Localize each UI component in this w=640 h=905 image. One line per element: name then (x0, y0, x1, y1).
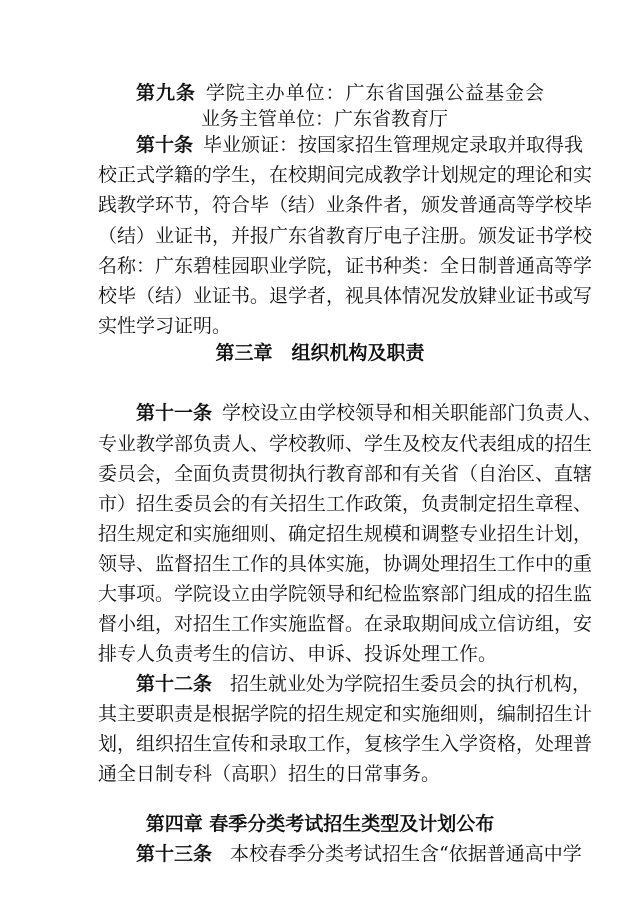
article-12-heading: 第十二条 (136, 673, 213, 695)
article-10-line-3: 践教学环节，符合毕（结）业条件者，颁发普通高等学校毕 (98, 194, 593, 216)
article-11-line-6: 领导、监督招生工作的具体实施，协调处理招生工作中的重 (98, 553, 593, 575)
article-12-line-4: 通全日制专科（高职）招生的日常事务。 (98, 763, 441, 785)
article-11-heading: 第十一条 (136, 402, 213, 424)
article-12-line-2: 其主要职责是根据学院的招生规定和实施细则，编制招生计 (98, 703, 593, 725)
article-11-line-2: 专业教学部负责人、学校教师、学生及校友代表组成的招生 (98, 433, 593, 455)
article-10-line-7: 实性学习证明。 (98, 315, 232, 337)
article-10-line-1 (98, 130, 584, 160)
chapter-3-title: 第三章 组织机构及职责 (215, 342, 425, 364)
article-11-line-1 (98, 398, 603, 428)
article-10-line-5: 名称：广东碧桂园职业学院，证书种类：全日制普通高等学 (98, 255, 593, 277)
article-12-line-1 (98, 669, 592, 699)
article-13-text-1: 本校春季分类考试招生含“依据普通高中学 (230, 843, 582, 865)
article-10-line-2: 校正式学籍的学生，在校期间完成教学计划规定的理论和实 (98, 164, 593, 186)
article-11-line-9: 排专人负责考生的信访、申诉、投诉处理工作。 (98, 643, 498, 665)
article-13-heading: 第十三条 (136, 843, 213, 865)
article-9-text-2: 业务主管单位：广东省教育厅 (201, 108, 449, 130)
article-11-line-8: 督小组，对招生工作实施监督。在录取期间成立信访组，安 (98, 613, 593, 635)
article-10-heading: 第十条 (136, 134, 194, 156)
article-12-text-1: 招生就业处为学院招生委员会的执行机构， (230, 673, 592, 695)
article-13-line-1 (98, 839, 582, 869)
article-10-line-6: 校毕（结）业证书。退学者，视具体情况发放肄业证书或写 (98, 285, 593, 307)
article-9-heading: 第九条 (136, 82, 196, 104)
article-10-line-4: （结）业证书，并报广东省教育厅电子注册。颁发证书学校 (98, 225, 593, 247)
article-11-line-5: 招生规定和实施细则、确定招生规模和调整专业招生计划， (98, 523, 593, 545)
chapter-4-title: 第四章 春季分类考试招生类型及计划公布 (145, 813, 495, 835)
article-11-text-1: 学校设立由学校领导和相关职能部门负责人、 (222, 402, 603, 424)
article-9-text-1: 学院主办单位：广东省国强公益基金会 (205, 82, 544, 104)
article-11-line-7: 大事项。学院设立由学院领导和纪检监察部门组成的招生监 (98, 583, 593, 605)
article-11-line-3: 委员会，全面负责贯彻执行教育部和有关省（自治区、直辖 (98, 463, 593, 485)
article-10-text-1: 毕业颁证：按国家招生管理规定录取并取得我 (203, 134, 584, 156)
article-11-line-4: 市）招生委员会的有关招生工作政策，负责制定招生章程、 (98, 493, 593, 515)
article-12-line-3: 划，组织招生宣传和录取工作，复核学生入学资格，处理普 (98, 733, 593, 755)
